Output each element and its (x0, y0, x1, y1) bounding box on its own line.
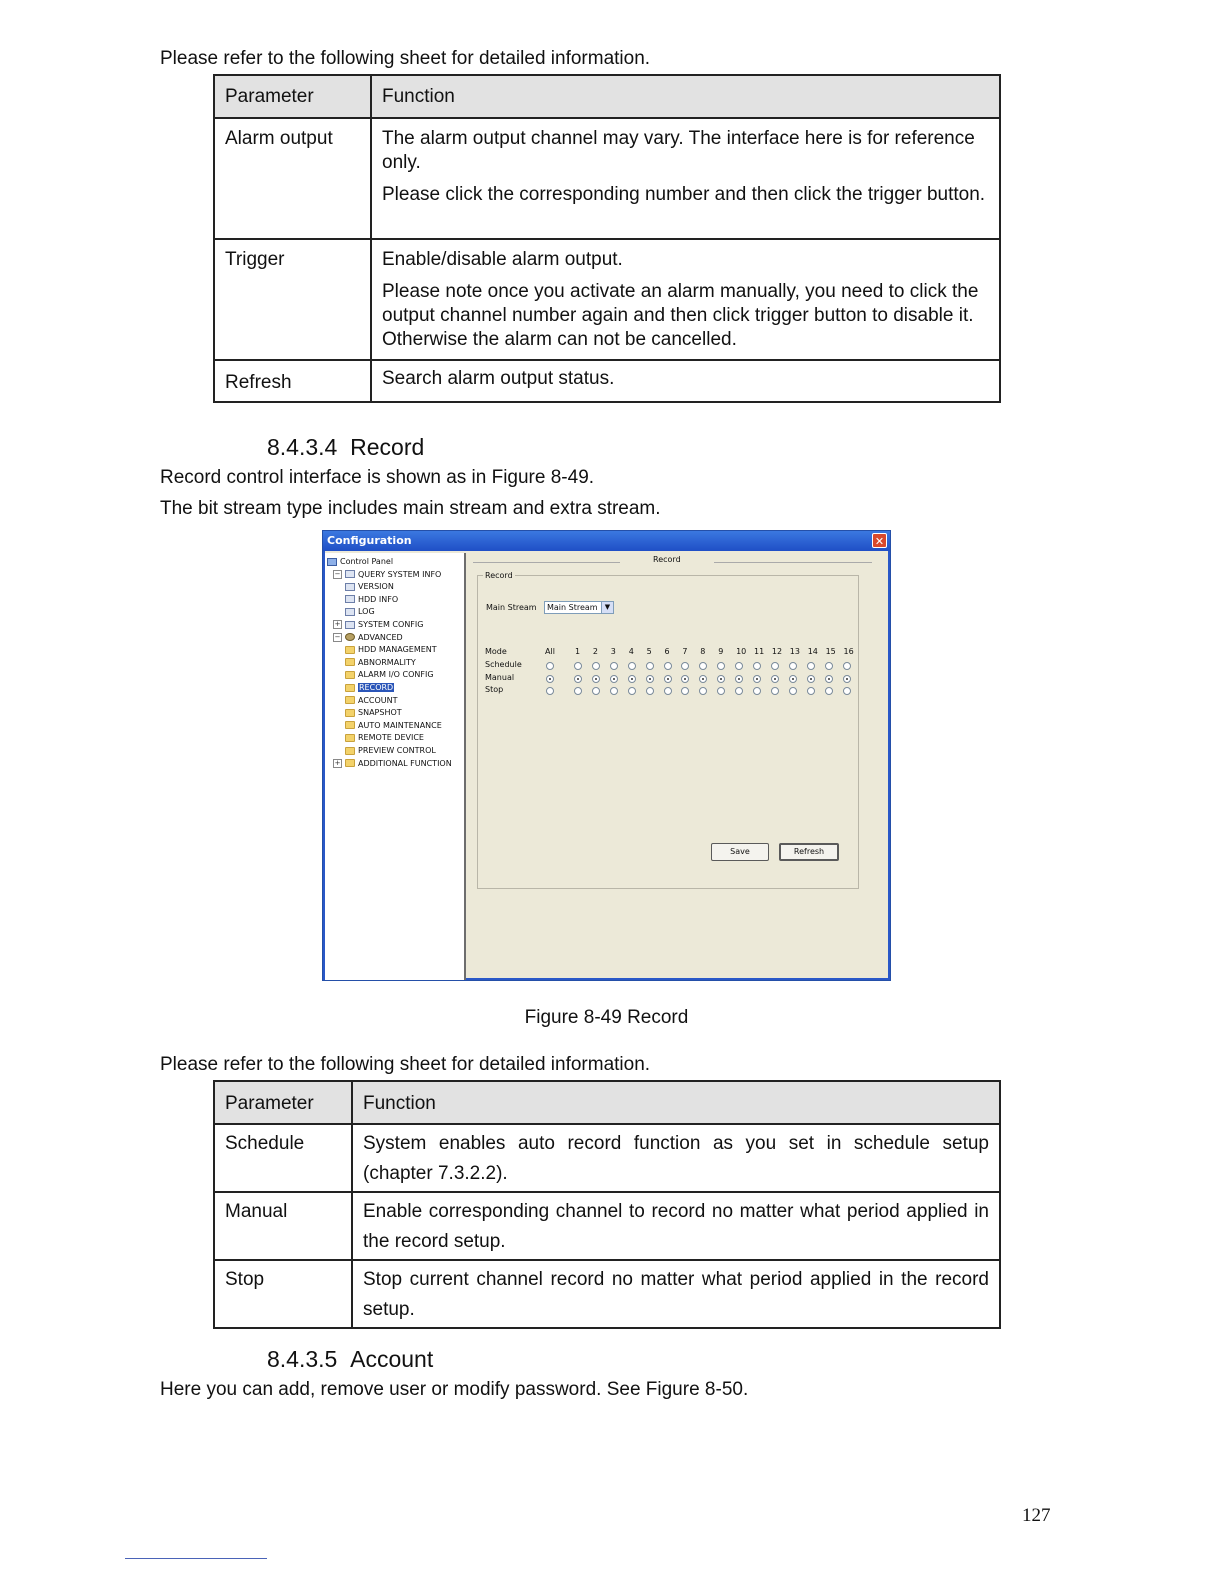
doc-icon (345, 621, 355, 629)
folder-icon (345, 671, 355, 679)
tree-item-label: QUERY SYSTEM INFO (358, 569, 442, 579)
channel-label: 9 (718, 647, 724, 656)
tree-item[interactable] (345, 732, 424, 744)
table-row (214, 239, 1000, 360)
divider (714, 562, 872, 563)
channel-radio[interactable] (628, 662, 636, 670)
figure-caption: Figure 8-49 Record (524, 1007, 689, 1028)
channel-radio[interactable] (574, 662, 582, 670)
channel-radio[interactable] (646, 687, 654, 695)
gear-icon (345, 633, 355, 641)
collapse-icon[interactable]: − (334, 569, 341, 578)
function-cell: Enable corresponding channel to record no matter what period applied in the record setup. (352, 1192, 1000, 1260)
channel-label: 16 (843, 647, 854, 656)
channel-radio[interactable] (753, 662, 761, 670)
channel-label: 6 (664, 647, 670, 656)
channel-radio[interactable] (717, 675, 725, 683)
tree-item[interactable] (345, 669, 434, 681)
tree-item[interactable] (333, 619, 423, 631)
channel-radio[interactable] (699, 675, 707, 683)
channel-label: 7 (682, 647, 688, 656)
function-cell (371, 239, 1000, 360)
tree-item-label: VERSION (358, 582, 394, 592)
section-heading-record (267, 433, 424, 461)
param-cell: Schedule (214, 1124, 352, 1192)
tree-item[interactable] (327, 556, 393, 568)
expand-icon[interactable]: + (334, 758, 341, 767)
channel-label: 13 (789, 647, 800, 656)
tree-item[interactable] (345, 581, 394, 593)
header-function: Function (371, 75, 1000, 118)
tree-item[interactable] (345, 745, 436, 757)
stream-select[interactable] (544, 601, 614, 614)
channel-label: 4 (628, 647, 634, 656)
tree-item-label: ADDITIONAL FUNCTION (358, 758, 452, 768)
refresh-button[interactable]: Refresh (779, 843, 839, 861)
param-cell: Alarm output (214, 118, 371, 239)
table-header-row (214, 75, 1000, 118)
tree-item-label: HDD MANAGEMENT (358, 645, 437, 655)
tree-item-label: ADVANCED (358, 632, 403, 642)
channel-radio[interactable] (771, 662, 779, 670)
channel-radio[interactable] (807, 687, 815, 695)
tree-item[interactable] (345, 644, 437, 656)
channel-radio[interactable] (664, 675, 672, 683)
channel-radio[interactable] (825, 662, 833, 670)
channel-label: 11 (754, 647, 765, 656)
tree-item-label: REMOTE DEVICE (358, 733, 424, 743)
channel-radio[interactable] (646, 662, 654, 670)
channel-radio[interactable] (843, 662, 851, 670)
tree-item[interactable] (345, 657, 416, 669)
channel-radio[interactable] (574, 687, 582, 695)
channel-label: 10 (736, 647, 747, 656)
section-number: 8.4.3.5 (267, 1346, 338, 1372)
folder-icon (345, 721, 355, 729)
paragraph: The bit stream type includes main stream and extra stream. (160, 498, 661, 519)
channel-radio[interactable] (807, 662, 815, 670)
table-row (214, 1124, 1000, 1192)
channel-radio[interactable] (592, 687, 600, 695)
footer-rule (125, 1558, 267, 1559)
channel-radio[interactable] (789, 687, 797, 695)
tree-item-label: ACCOUNT (358, 695, 398, 705)
channel-radio[interactable] (628, 687, 636, 695)
tree-item[interactable] (333, 758, 452, 770)
all-radio[interactable] (546, 675, 554, 683)
section-number: 8.4.3.4 (267, 434, 338, 460)
channel-label: 3 (610, 647, 616, 656)
all-radio[interactable] (546, 687, 554, 695)
table-row (214, 118, 1000, 239)
table-header-row (214, 1081, 1000, 1124)
doc-icon (345, 608, 355, 616)
channel-radio[interactable] (825, 687, 833, 695)
window-titlebar (323, 531, 890, 551)
tree-item-label: Control Panel (340, 557, 394, 566)
function-text: Please note once you activate an alarm manually, you need to click the output channel number again and then click trigger button to disable it. Otherwise the alarm can not be cancelled. (382, 281, 979, 350)
channel-radio[interactable] (610, 662, 618, 670)
tree-item-label: PREVIEW CONTROL (358, 746, 436, 755)
tree-item-label: HDD INFO (358, 594, 399, 604)
param-cell: Trigger (214, 239, 371, 360)
channel-label: 14 (807, 647, 818, 656)
header-function: Function (352, 1081, 1000, 1124)
intro-text: Please refer to the following sheet for detailed information. (160, 1054, 651, 1075)
window-title: Configuration (327, 534, 412, 547)
channel-radio[interactable] (610, 687, 618, 695)
channel-radio[interactable] (789, 662, 797, 670)
table-row (214, 1192, 1000, 1260)
close-icon[interactable]: ✕ (872, 533, 887, 548)
tree-item[interactable] (345, 707, 402, 719)
channel-radio[interactable] (628, 675, 636, 683)
channel-radio[interactable] (681, 675, 689, 683)
header-parameter: Parameter (214, 1081, 352, 1124)
channel-radio[interactable] (825, 675, 833, 683)
channel-radio[interactable] (664, 687, 672, 695)
expand-icon[interactable]: + (334, 620, 341, 628)
tree-item-label: ALARM I/O CONFIG (358, 670, 434, 680)
tree-item-label: AUTO MAINTENANCE (358, 720, 442, 730)
channel-radio[interactable] (574, 675, 582, 683)
table-row (214, 360, 1000, 402)
channel-radio[interactable] (771, 687, 779, 695)
section-title: Record (350, 434, 425, 460)
channel-label: 8 (700, 647, 706, 656)
channel-radio[interactable] (592, 662, 600, 670)
channel-label: 2 (592, 647, 598, 656)
parameter-table-record (213, 1080, 1001, 1329)
channel-radio[interactable] (807, 675, 815, 683)
channel-label: 5 (646, 647, 652, 656)
channel-label: 1 (575, 647, 581, 656)
function-cell (371, 360, 1000, 402)
channel-label: 12 (771, 647, 783, 656)
doc-icon (345, 583, 355, 591)
header-parameter: Parameter (214, 75, 371, 118)
parameter-table-alarm (213, 74, 1001, 403)
function-cell: Stop current channel record no matter what period applied in the record setup. (352, 1260, 1000, 1328)
mode-row-label: Manual (485, 672, 515, 682)
tree-item-label: LOG (358, 607, 375, 617)
function-text: Enable/disable alarm output. (382, 249, 623, 270)
param-cell: Refresh (214, 360, 371, 402)
section-title: Account (350, 1346, 434, 1372)
folder-icon (345, 709, 355, 717)
channel-radio[interactable] (646, 675, 654, 683)
channel-label: 15 (825, 647, 836, 656)
mode-label: Mode (485, 647, 507, 656)
doc-icon (345, 570, 355, 578)
stream-select-value: Main Stream (547, 603, 598, 612)
folder-icon (345, 747, 355, 755)
function-cell: System enables auto record function as you set in schedule setup (chapter 7.3.2.2). (352, 1124, 1000, 1192)
panel-icon (327, 558, 337, 566)
tree-item-label: SYSTEM CONFIG (358, 620, 424, 629)
channel-radio[interactable] (843, 687, 851, 695)
channel-radio[interactable] (664, 662, 672, 670)
save-button[interactable]: Save (711, 843, 769, 861)
tree-item[interactable] (345, 682, 394, 694)
all-label: All (545, 647, 555, 656)
folder-icon (345, 759, 355, 767)
channel-radio[interactable] (789, 675, 797, 683)
function-text: The alarm output channel may vary. The interface here is for reference only. (382, 128, 975, 173)
section-heading-account (267, 1345, 433, 1373)
mode-row-label: Schedule (485, 660, 522, 669)
tree-item-label: SNAPSHOT (358, 708, 402, 718)
all-radio[interactable] (546, 662, 554, 670)
tree-item[interactable] (333, 569, 441, 581)
tree-item[interactable] (345, 606, 375, 618)
function-text: Please click the corresponding number and then click the trigger button. (382, 184, 986, 205)
record-panel (468, 553, 888, 978)
chevron-down-icon[interactable]: ▼ (601, 602, 613, 613)
channel-radio[interactable] (753, 675, 761, 683)
paragraph: Record control interface is shown as in Figure 8-49. (160, 467, 595, 488)
group-title: Record (485, 571, 513, 580)
config-tree (325, 553, 466, 980)
channel-radio[interactable] (753, 687, 761, 695)
function-text: Search alarm output status. (382, 368, 615, 389)
channel-radio[interactable] (610, 675, 618, 683)
tree-item-label: RECORD (359, 683, 394, 692)
tree-item[interactable] (333, 632, 403, 644)
intro-text: Please refer to the following sheet for detailed information. (160, 48, 651, 69)
channel-radio[interactable] (771, 675, 779, 683)
stream-label: Main Stream (486, 603, 537, 612)
folder-icon (345, 646, 355, 654)
record-groupbox (477, 575, 859, 889)
panel-title: Record (653, 555, 681, 564)
config-window-screenshot (322, 530, 891, 981)
doc-icon (345, 595, 355, 603)
param-cell: Manual (214, 1192, 352, 1260)
tree-item[interactable] (345, 695, 398, 707)
folder-icon (345, 734, 355, 742)
paragraph: Here you can add, remove user or modify password. See Figure 8-50. (160, 1379, 749, 1400)
channel-radio[interactable] (843, 675, 851, 683)
mode-row-label: Stop (485, 685, 504, 694)
param-cell: Stop (214, 1260, 352, 1328)
divider (473, 562, 620, 563)
table-row (214, 1260, 1000, 1328)
folder-icon (345, 696, 355, 704)
page-number: 127 (1022, 1505, 1051, 1526)
function-cell (371, 118, 1000, 239)
tree-item-label: ABNORMALITY (358, 657, 416, 667)
channel-radio[interactable] (735, 675, 743, 683)
folder-icon (345, 658, 355, 666)
tree-item[interactable] (345, 720, 442, 732)
folder-icon (345, 684, 355, 692)
channel-radio[interactable] (592, 675, 600, 683)
collapse-icon[interactable]: − (334, 632, 341, 641)
tree-item[interactable] (345, 594, 398, 606)
